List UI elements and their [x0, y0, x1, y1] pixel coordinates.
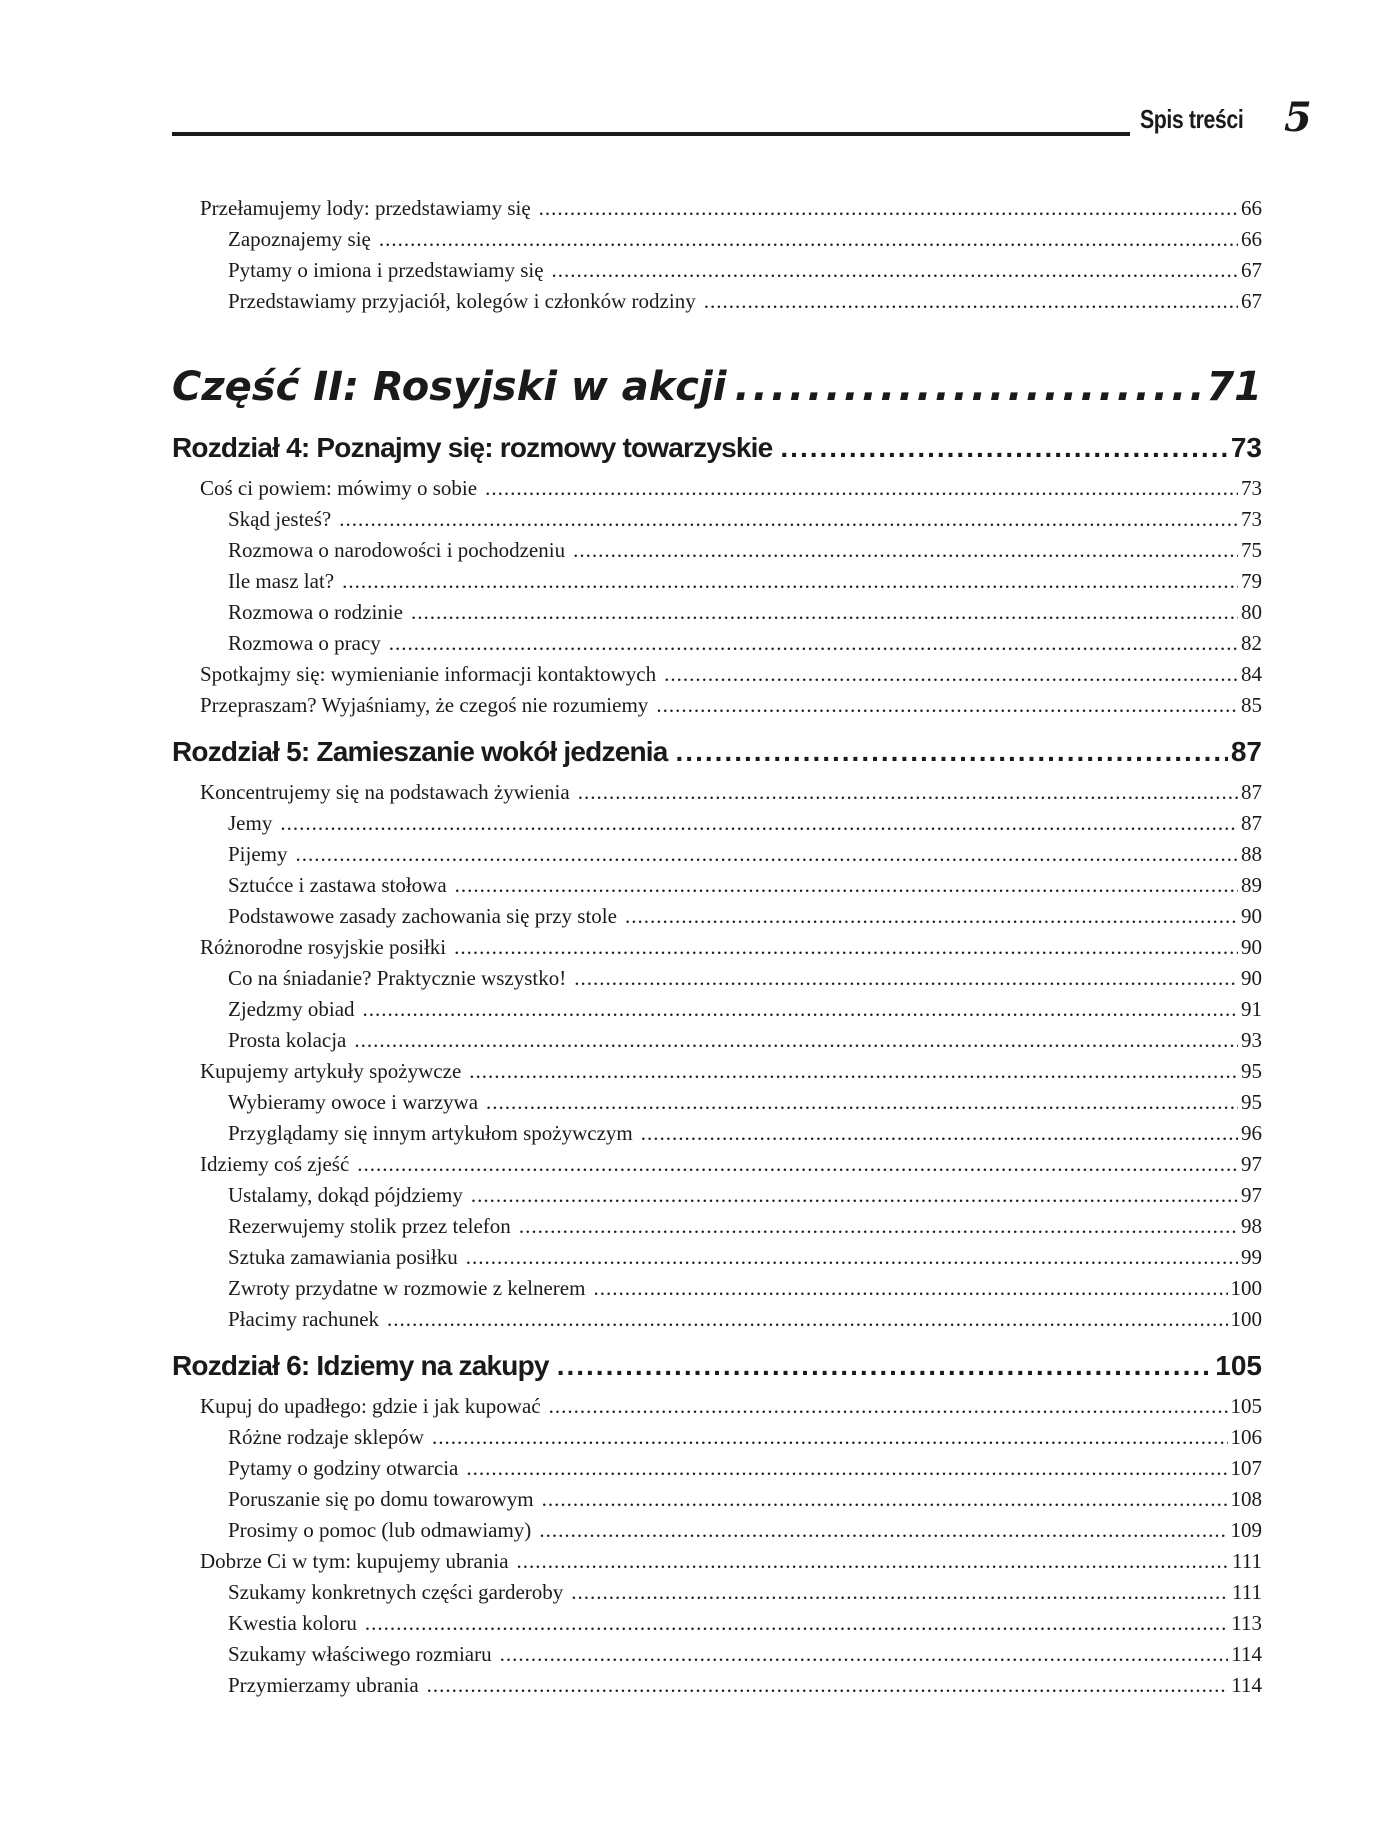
toc-subsection-title: Ustalamy, dokąd pójdziemy: [228, 1183, 463, 1207]
dot-leader: [387, 1307, 1227, 1332]
dot-leader: [454, 935, 1238, 960]
toc-subsection-title: Pytamy o imiona i przedstawiamy się: [228, 258, 544, 282]
toc-chapter[interactable]: [172, 1350, 1262, 1388]
toc-subsection-page-number: 113: [1231, 1611, 1262, 1635]
toc-subsection-title: Płacimy rachunek: [228, 1307, 380, 1331]
toc-section[interactable]: [172, 1059, 1262, 1090]
toc-section-title: Przełamujemy lody: przedstawiamy się: [200, 196, 531, 220]
toc-section-title: Coś ci powiem: mówimy o sobie: [200, 476, 478, 500]
dot-leader: [432, 1425, 1228, 1450]
dot-leader: [578, 780, 1238, 805]
toc-subsection-page-number: 88: [1241, 842, 1262, 866]
toc-subsection-title: Rezerwujemy stolik przez telefon: [228, 1214, 511, 1238]
toc-subsection[interactable]: [172, 1673, 1262, 1704]
toc-section-page-number: 95: [1241, 1059, 1262, 1083]
toc-subsection[interactable]: [172, 1276, 1262, 1307]
dot-leader: [656, 693, 1238, 718]
toc-subsection-title: Wybieramy owoce i warzywa: [228, 1090, 479, 1114]
toc-section[interactable]: [172, 935, 1262, 966]
toc-subsection[interactable]: [172, 1518, 1262, 1549]
toc-subsection-title: Rozmowa o rodzinie: [228, 600, 403, 624]
toc-section-title: Spotkajmy się: wymienianie informacji kontaktowych: [200, 662, 657, 686]
dot-leader: [571, 1580, 1229, 1605]
toc-subsection-title: Szukamy konkretnych części garderoby: [228, 1580, 564, 1604]
toc-section-page-number: 84: [1241, 662, 1262, 686]
toc-section[interactable]: [172, 1549, 1262, 1580]
toc-subsection-page-number: 100: [1230, 1276, 1262, 1300]
toc-subsection-page-number: 100: [1230, 1307, 1262, 1331]
toc-section-title: Dobrze Ci w tym: kupujemy ubrania: [200, 1549, 509, 1573]
toc-subsection[interactable]: [172, 569, 1262, 600]
dot-leader: [539, 1518, 1227, 1543]
dot-leader: [357, 1152, 1238, 1177]
toc-subsection-title: Zjedzmy obiad: [228, 997, 355, 1021]
toc-section-title: Przepraszam? Wyjaśniamy, że czegoś nie rozumiemy: [200, 693, 649, 717]
header-rule: [172, 132, 1130, 136]
dot-leader: [539, 196, 1238, 221]
dot-leader: [363, 997, 1238, 1022]
toc-subsection-title: Przyglądamy się innym artykułom spożywczym: [228, 1121, 633, 1145]
toc-subsection[interactable]: [172, 631, 1262, 662]
toc-subsection-title: Przedstawiamy przyjaciół, kolegów i członków rodziny: [228, 289, 696, 313]
dot-leader: [664, 662, 1238, 687]
toc-subsection[interactable]: [172, 904, 1262, 935]
dot-leader: [296, 842, 1238, 867]
dot-leader: [466, 1245, 1238, 1270]
dot-leader: [574, 966, 1238, 991]
toc-section-page-number: 66: [1241, 196, 1262, 220]
dot-leader: [486, 1090, 1238, 1115]
toc-subsection-page-number: 95: [1241, 1090, 1262, 1114]
toc-subsection-page-number: 93: [1241, 1028, 1262, 1052]
toc-subsection-page-number: 97: [1241, 1183, 1262, 1207]
dot-leader: [542, 1487, 1228, 1512]
toc-part[interactable]: [172, 364, 1262, 426]
dot-leader: [552, 258, 1238, 283]
dot-leader: [466, 1456, 1227, 1481]
toc-subsection-title: Zapoznajemy się: [228, 227, 371, 251]
toc-chapter-page-number: 87: [1230, 736, 1262, 767]
toc-chapter-page-number: 105: [1215, 1350, 1262, 1381]
toc-subsection[interactable]: [172, 1307, 1262, 1338]
toc-subsection-page-number: 73: [1241, 507, 1262, 531]
dot-leader: [734, 364, 1203, 410]
dot-leader: [557, 1350, 1213, 1382]
toc-subsection-title: Prosta kolacja: [228, 1028, 347, 1052]
toc-subsection-title: Przymierzamy ubrania: [228, 1673, 419, 1697]
toc-subsection-page-number: 106: [1230, 1425, 1262, 1449]
toc-subsection-page-number: 107: [1230, 1456, 1262, 1480]
toc-subsection[interactable]: [172, 1611, 1262, 1642]
toc-subsection[interactable]: [172, 600, 1262, 631]
toc-subsection[interactable]: [172, 507, 1262, 538]
toc-subsection-page-number: 108: [1230, 1487, 1262, 1511]
toc-subsection[interactable]: [172, 1183, 1262, 1214]
toc-subsection-title: Sztuka zamawiania posiłku: [228, 1245, 458, 1269]
toc-section[interactable]: [172, 662, 1262, 693]
toc-subsection-page-number: 114: [1231, 1673, 1262, 1697]
toc-chapter[interactable]: [172, 432, 1262, 470]
toc-chapter-page-number: 73: [1230, 432, 1262, 463]
toc-subsection[interactable]: [172, 1121, 1262, 1152]
dot-leader: [471, 1183, 1238, 1208]
toc-section[interactable]: [172, 196, 1262, 227]
dot-leader: [641, 1121, 1238, 1146]
toc-section-title: Kupujemy artykuły spożywcze: [200, 1059, 462, 1083]
toc-subsection-title: Poruszanie się po domu towarowym: [228, 1487, 534, 1511]
toc-subsection-page-number: 79: [1241, 569, 1262, 593]
toc-subsection[interactable]: [172, 1090, 1262, 1121]
toc-subsection-title: Rozmowa o narodowości i pochodzeniu: [228, 538, 566, 562]
toc-subsection-page-number: 114: [1231, 1642, 1262, 1666]
toc-subsection[interactable]: [172, 873, 1262, 904]
toc-subsection[interactable]: [172, 997, 1262, 1028]
toc-section-page-number: 97: [1241, 1152, 1262, 1176]
toc-section-title: Kupuj do upadłego: gdzie i jak kupować: [200, 1394, 541, 1418]
toc-subsection-page-number: 66: [1241, 227, 1262, 251]
dot-leader: [593, 1276, 1227, 1301]
toc-subsection-title: Ile masz lat?: [228, 569, 335, 593]
dot-leader: [573, 538, 1238, 563]
dot-leader: [365, 1611, 1228, 1636]
toc-subsection-title: Skąd jesteś?: [228, 507, 332, 531]
toc-section-page-number: 85: [1241, 693, 1262, 717]
toc-subsection-title: Jemy: [228, 811, 273, 835]
toc-subsection-page-number: 90: [1241, 904, 1262, 928]
toc-section-title: Różnorodne rosyjskie posiłki: [200, 935, 447, 959]
dot-leader: [339, 507, 1238, 532]
toc-chapter-title: Rozdział 6: Idziemy na zakupy: [172, 1350, 549, 1381]
dot-leader: [342, 569, 1238, 594]
dot-leader: [780, 432, 1227, 464]
toc-part-page-number: 71: [1206, 364, 1262, 410]
toc-part-title: Część II: Rosyjski w akcji: [172, 364, 727, 410]
toc-section-page-number: 90: [1241, 935, 1262, 959]
dot-leader: [517, 1549, 1230, 1574]
toc-subsection-title: Kwestia koloru: [228, 1611, 357, 1635]
dot-leader: [455, 873, 1238, 898]
chapter-spacer: [172, 724, 1262, 732]
toc-subsection-page-number: 67: [1241, 258, 1262, 282]
toc-subsection[interactable]: [172, 1245, 1262, 1276]
toc-subsection-title: Sztućce i zastawa stołowa: [228, 873, 447, 897]
toc-subsection[interactable]: [172, 1214, 1262, 1245]
toc-section[interactable]: [172, 1152, 1262, 1183]
toc-chapter-title: Rozdział 5: Zamieszanie wokół jedzenia: [172, 736, 668, 767]
toc-subsection-title: Szukamy właściwego rozmiaru: [228, 1642, 492, 1666]
toc-subsection-title: Różne rodzaje sklepów: [228, 1425, 424, 1449]
toc-subsection-page-number: 75: [1241, 538, 1262, 562]
toc-subsection-page-number: 98: [1241, 1214, 1262, 1238]
toc-subsection-title: Rozmowa o pracy: [228, 631, 381, 655]
dot-leader: [625, 904, 1238, 929]
toc-subsection-page-number: 91: [1241, 997, 1262, 1021]
toc-chapter-title: Rozdział 4: Poznajmy się: rozmowy towarzyskie: [172, 432, 773, 463]
toc-subsection-title: Podstawowe zasady zachowania się przy stole: [228, 904, 617, 928]
toc-section-title: Idziemy coś zjeść: [200, 1152, 350, 1176]
toc-subsection-title: Co na śniadanie? Praktycznie wszystko!: [228, 966, 567, 990]
toc-subsection-page-number: 82: [1241, 631, 1262, 655]
toc-subsection-page-number: 80: [1241, 600, 1262, 624]
toc-subsection-page-number: 109: [1230, 1518, 1262, 1542]
dot-leader: [485, 476, 1238, 501]
page-number: 5: [1284, 94, 1312, 141]
toc-section[interactable]: [172, 1394, 1262, 1425]
toc-chapter[interactable]: [172, 736, 1262, 774]
toc-subsection-page-number: 87: [1241, 811, 1262, 835]
table-of-contents: [172, 196, 1262, 1712]
toc-subsection[interactable]: [172, 842, 1262, 873]
toc-subsection-page-number: 67: [1241, 289, 1262, 313]
toc-subsection[interactable]: [172, 538, 1262, 569]
toc-subsection-page-number: 90: [1241, 966, 1262, 990]
running-head-title: Spis treści: [1140, 104, 1244, 134]
toc-subsection[interactable]: [172, 966, 1262, 997]
toc-section-title: Koncentrujemy się na podstawach żywienia: [200, 780, 570, 804]
toc-subsection-title: Pijemy: [228, 842, 288, 866]
page-header: [172, 94, 1312, 144]
dot-leader: [427, 1673, 1229, 1698]
dot-leader: [519, 1214, 1238, 1239]
dot-leader: [549, 1394, 1228, 1419]
toc-section[interactable]: [172, 780, 1262, 811]
dot-leader: [411, 600, 1238, 625]
toc-subsection[interactable]: [172, 1642, 1262, 1673]
toc-section-page-number: 105: [1230, 1394, 1262, 1418]
dot-leader: [469, 1059, 1238, 1084]
toc-section-page-number: 87: [1241, 780, 1262, 804]
toc-subsection-title: Prosimy o pomoc (lub odmawiamy): [228, 1518, 532, 1542]
chapter-spacer: [172, 1338, 1262, 1346]
toc-subsection-page-number: 111: [1232, 1580, 1262, 1604]
dot-leader: [704, 289, 1238, 314]
toc-subsection[interactable]: [172, 811, 1262, 842]
dot-leader: [676, 736, 1228, 768]
toc-section[interactable]: [172, 476, 1262, 507]
toc-subsection[interactable]: [172, 1580, 1262, 1611]
toc-section-page-number: 73: [1241, 476, 1262, 500]
toc-subsection-page-number: 89: [1241, 873, 1262, 897]
toc-subsection[interactable]: [172, 1425, 1262, 1456]
toc-subsection-page-number: 99: [1241, 1245, 1262, 1269]
toc-subsection[interactable]: [172, 1028, 1262, 1059]
toc-subsection[interactable]: [172, 1487, 1262, 1518]
dot-leader: [354, 1028, 1238, 1053]
toc-subsection[interactable]: [172, 289, 1262, 320]
toc-subsection[interactable]: [172, 1456, 1262, 1487]
toc-subsection[interactable]: [172, 258, 1262, 289]
toc-section-page-number: 111: [1232, 1549, 1262, 1573]
dot-leader: [500, 1642, 1229, 1667]
toc-section[interactable]: [172, 693, 1262, 724]
dot-leader: [280, 811, 1238, 836]
toc-subsection-page-number: 96: [1241, 1121, 1262, 1145]
toc-subsection[interactable]: [172, 227, 1262, 258]
dot-leader: [379, 227, 1238, 252]
toc-subsection-title: Zwroty przydatne w rozmowie z kelnerem: [228, 1276, 586, 1300]
dot-leader: [389, 631, 1238, 656]
chapter-spacer: [172, 1704, 1262, 1712]
toc-subsection-title: Pytamy o godziny otwarcia: [228, 1456, 459, 1480]
